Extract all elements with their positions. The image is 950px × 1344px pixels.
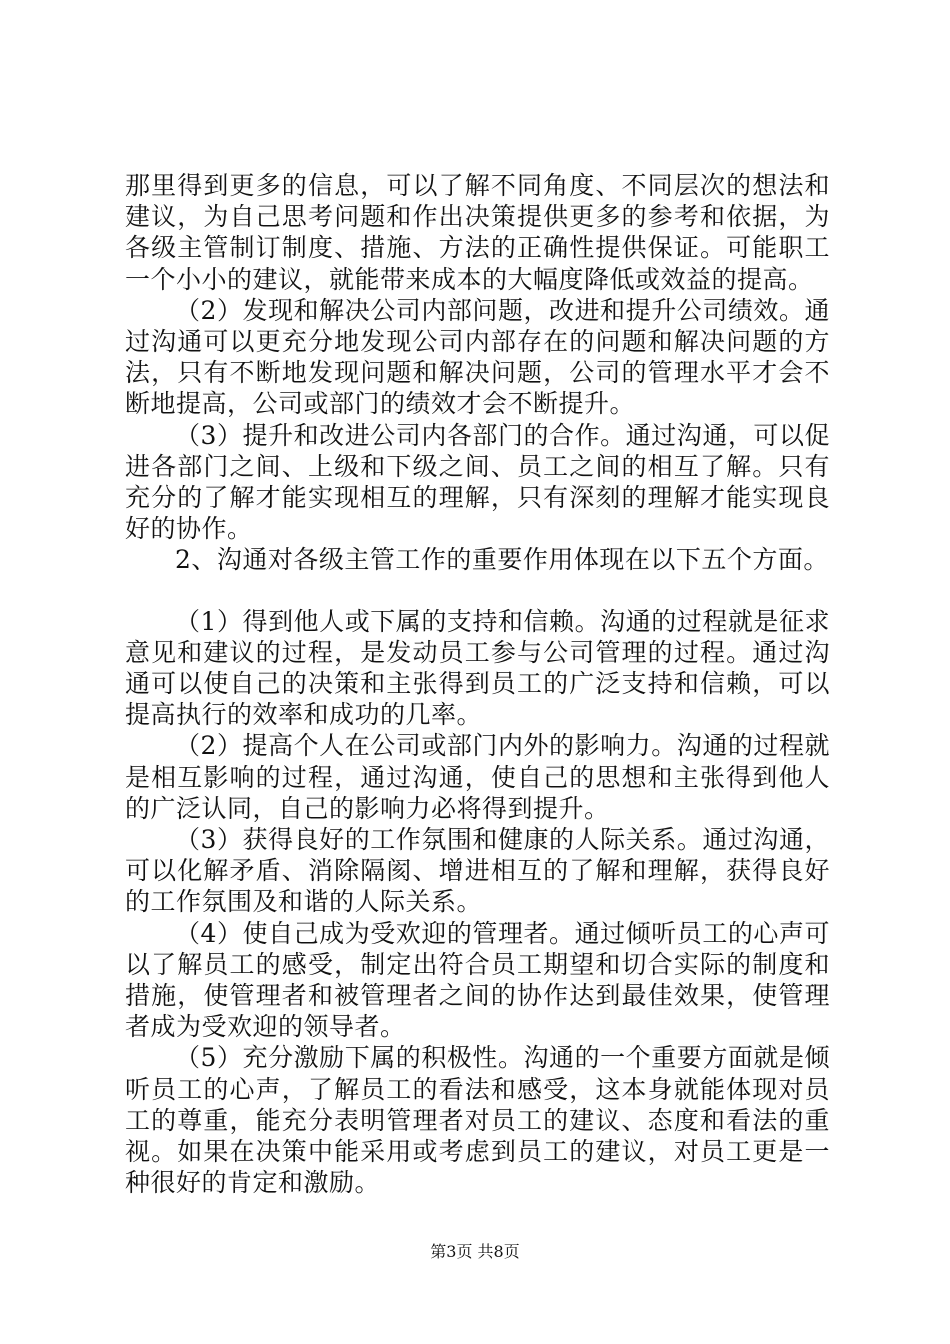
paragraph: （5）充分激励下属的积极性。沟通的一个重要方面就是倾听员工的心声，了解员工的看法和感受，这本身就能体现对员工的尊重，能充分表明管理者对员工的建议、态度和看法的重视。如果在决策中能采用或考虑到员工的建议，对员工更是一种很好的肯定和激励。 <box>125 1043 830 1198</box>
page-number-footer: 第3页 共8页 <box>430 1242 520 1261</box>
section-heading: 2、沟通对各级主管工作的重要作用体现在以下五个方面。 <box>175 545 829 575</box>
paragraph: （3）获得良好的工作氛围和健康的人际关系。通过沟通，可以化解矛盾、消除隔阂、增进相互的了解和理解，获得良好的工作氛围及和谐的人际关系。 <box>125 825 830 917</box>
paragraph: 那里得到更多的信息，可以了解不同角度、不同层次的想法和建议，为自己思考问题和作出决策提供更多的参考和依据，为各级主管制订制度、措施、方法的正确性提供保证。可能职工一个小小的建议，就能带来成本的大幅度降低或效益的提高。 <box>125 171 830 294</box>
paragraph: （2）发现和解决公司内部问题，改进和提升公司绩效。通过沟通可以更充分地发现公司内部存在的问题和解决问题的方法，只有不断地发现问题和解决问题，公司的管理水平才会不断地提高，公司或部门的绩效才会不断提升。 <box>125 295 830 419</box>
paragraph: （3）提升和改进公司内各部门的合作。通过沟通，可以促进各部门之间、上级和下级之间、员工之间的相互了解。只有充分的了解才能实现相互的理解，只有深刻的理解才能实现良好的协作。 <box>125 420 830 544</box>
paragraph: （2）提高个人在公司或部门内外的影响力。沟通的过程就是相互影响的过程，通过沟通，使自己的思想和主张得到他人的广泛认同，自己的影响力必将得到提升。 <box>125 731 830 823</box>
document-body <box>125 170 830 1199</box>
paragraph: （1）得到他人或下属的支持和信赖。沟通的过程就是征求意见和建议的过程，是发动员工参与公司管理的过程。通过沟通可以使自己的决策和主张得到员工的广泛支持和信赖，可以提高执行的效率和成功的几率。 <box>125 606 830 730</box>
paragraph: （4）使自己成为受欢迎的管理者。通过倾听员工的心声可以了解员工的感受，制定出符合员工期望和切合实际的制度和措施，使管理者和被管理者之间的协作达到最佳效果，使管理者成为受欢迎的领导者。 <box>125 918 830 1042</box>
